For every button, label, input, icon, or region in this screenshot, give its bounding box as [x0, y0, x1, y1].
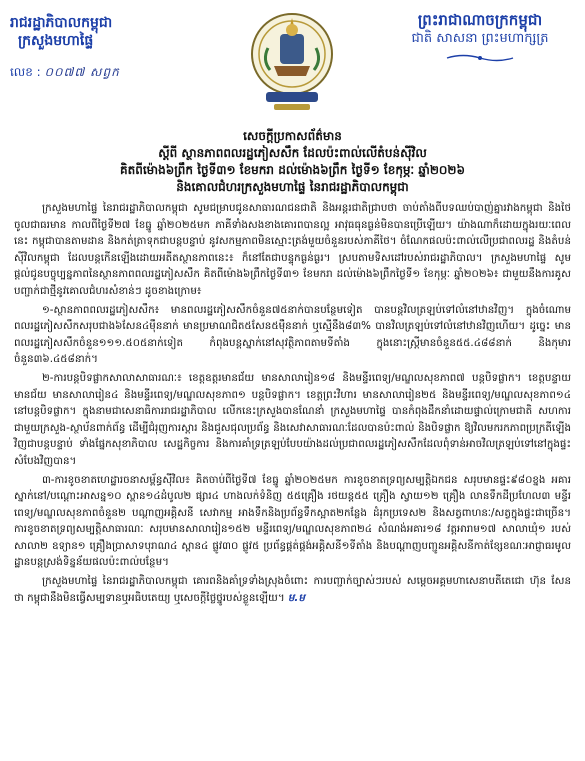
national-motto: ជាតិ សាសនា ព្រះមហាក្សត្រ — [411, 31, 549, 46]
paragraph-closures: ២-ការបន្តបិទផ្លាកសាលាសាធារណៈ៖ ខេត្តឧត្ដរមានជ័យ មានសាលារៀន១៨ និងមន្ទីរពេទ្យ/មណ្ឌលសុខភាព៧ បន្តបិទផ្លាក។ ខេត្តបន្ទាយមានជ័យ មានសាលារៀន៤ និងមន្ទីរពេទ្យ/មណ្ឌលសុខភាព១ បន្តបិទផ្លាក។ ខេត្តព្រះវិហារ មានសាលារៀន២៥ និងមន្ទីរពេទ្យ/មណ្ឌលសុខភាព១៤ នៅបន្តបិទផ្លាក។ ក្នុងនាមជាសេនាធិការរាជរដ្ឋាភិបាល លើកនេះក្រសួងបានណែនាំ ក្រសួងមហាផ្ទៃ បានកំពុងដឹកនាំដោយផ្ទាល់ក្រោមជាតិ សហការជាមួយក្រសួង-ស្ថាប័នពាក់ព័ន្ធ ដើម្បីជំរុញការស្ដារ និងជួសជុលប្រព័ន្ធ និងសេវាសាធារណៈដែលបានប៉ះពាល់ និងបិទផ្លាក ឱ្យវិលមករកភាពប្រក្រតីឡើងវិញជាបន្តបន្ទាប់ ទាំងផ្នែកសុខាភិបាល សេដ្ឋកិច្ចការ និងការគាំទ្រត្រឡប់បែបយ៉ាងដល់ប្រជាពលរដ្ឋភៀសសឹកដែលពុំទាន់អាចវិលត្រឡប់ទៅនៅក្នុងផ្ទះសំបែងវិញបាន។ — [14, 371, 571, 467]
title-line-1: សេចក្ដីប្រកាសព័ត៌មាន — [243, 129, 342, 143]
document-body — [14, 200, 571, 608]
kingdom-header — [385, 10, 575, 67]
reference-label: លេខ : — [10, 65, 41, 79]
document-title — [30, 128, 555, 196]
ministry-emblem-icon — [246, 4, 338, 120]
paragraph-position — [14, 573, 571, 606]
initials-signature: ម.ម — [287, 591, 305, 604]
title-line-4: និងគោលជំហរក្រសួងមហាផ្ទៃ នៃរាជរដ្ឋាភិបាលកម្ពុជា — [176, 180, 409, 194]
reference-number — [10, 64, 150, 80]
title-line-3: គិតពីម៉ោង៦ព្រឹក ថ្ងៃទី៣១ ខែមករា ដល់ម៉ោង៦ព្រឹក ថ្ងៃទី១ ខែកុម្ភៈ ឆ្នាំ២០២៦ — [120, 163, 465, 177]
kingdom-name: ព្រះរាជាណាចក្រកម្ពុជា — [417, 11, 543, 29]
paragraph-intro: ក្រសួងមហាផ្ទៃ នៃរាជរដ្ឋាភិបាលកម្ពុជា សូមជម្រាបជូនសាធារណជនជាតិ និងអន្តរជាតិជ្រាបថា ចាប់តាំងពីបទឈប់បាញ់គ្នារវាងកម្ពុជា និងថៃ ចូលជាធរមាន កាលពីថ្ងៃទី២៧ ខែធ្នូ ឆ្នាំ២០២៥មក ភាគីទាំងសងខាងគោរពបានល្អ អាវុធធុនធ្ងន់មិនបានប្រើឡើយ។ យ៉ាងណាក៏ដោយក្នុងរយៈពេលនេះ កម្ពុជាបានតាមដាន និងកត់ត្រាទុកជាបន្តបន្ទាប់ នូវសកម្មភាពមិនស្មោះត្រង់មួយចំនួនរបស់ភាគីថៃ។ ចំណែកផលប៉ះពាល់លើប្រជាពលរដ្ឋ និងតំបន់ស៊ីវិលកម្ពុជា ដែលបន្តកើនឡើងដោយអតីតស្ថានភាពនេះ៖ ក៏នៅតែជាបន្ទុកធ្ងន់ធ្ងរ។ ស្របតាមទិសដៅរបស់រាជរដ្ឋាភិបាល។ ក្រសួងមហាផ្ទៃ សូមផ្ដល់ជូនបច្ចុប្បន្នភាពនៃស្ថានភាពពលរដ្ឋភៀសសឹក គិតពីម៉ោង៦ព្រឹកថ្ងៃទី៣១ ខែមករា ដល់ម៉ោង៦ព្រឹកថ្ងៃទី១ ខែកុម្ភៈ ឆ្នាំ២០២៦៖ ជាមួយនឹងការគូសបញ្ជាក់ជាថ្មីនូវគោលជំហរសំខាន់ៗ ដូចខាងក្រោម៖ — [14, 202, 571, 297]
ornament-divider-icon — [445, 53, 515, 63]
paragraph-refugees: ១-ស្ថានភាពពលរដ្ឋភៀសសឹក៖ មានពលរដ្ឋភៀសសឹកចំនួន៧៥នាក់បានបន្ថែមទៀត បានបន្តវិលត្រឡប់ទៅលំនៅឋានវិញ។ ក្នុងចំណោមពលរដ្ឋភៀសសឹកសរុបជាង៦សែន៤ម៉ឺននាក់ មានប្រមាណជិត៥សែន៥ម៉ឺននាក់ ឬស្មើនឹង៨៣% បានវិលត្រឡប់ទៅលំនៅឋានវិញហើយ។ ដូច្នេះ មានពលរដ្ឋភៀសសឹកចំនួន១១១.៥០៥នាក់ទៀត កំពុងបន្តស្នាក់នៅសុវត្ថិភាពតាមទីតាំង ក្នុងនោះស្ត្រីមានចំនួន៥៥.៤៨៨នាក់ និងកុមារចំនួន៣៦.៤៥៨នាក់។ — [14, 303, 571, 366]
government-name: រាជរដ្ឋាភិបាលកម្ពុជា — [10, 15, 113, 31]
reference-value: ០០៧៧ សព្វក — [44, 65, 120, 79]
ministry-name: ក្រសួងមហាផ្ទៃ — [18, 33, 94, 49]
title-line-2: ស្ដីពី ស្ថានភាពពលរដ្ឋភៀសសឹក ដែលប៉ះពាល់លើតំបន់ស៊ីវិល — [158, 146, 427, 160]
position-text: ក្រសួងមហាផ្ទៃ នៃរាជរដ្ឋាភិបាលកម្ពុជា គោរពនិងគាំទ្រទាំងស្រុងចំពោះ ការបញ្ជាក់ច្បាស់ៗរបស់ សម្ដេចអគ្គមហាសេនាបតីតេជោ ហ៊ុន សែន ថា កម្ពុជានឹងមិនធ្វើសម្បទានឬអធិបតេយ្យ ឬសេចក្ដីថ្លៃថ្នូរបស់ខ្លួនឡើយ។ — [14, 575, 571, 604]
ministry-header — [10, 14, 150, 80]
paragraph-damage: ៣-ការខូចខាតហេដ្ឋារចនាសម្ព័ន្ធស៊ីវិល៖ គិតចាប់ពីថ្ងៃទី៧ ខែធ្នូ ឆ្នាំ២០២៥មក ការខូចខាតទ្រព្យសម្បត្តិឯកជន សរុបមានផ្ទះ៩៨០ខ្នង អគារស្នាក់នៅ/បណ្ដោះអាសន្ន១០ ស្ពាន១៤ដំបូល២ ផ្សារ៤ ហាងលក់ទំនិញ ៥៥គ្រឿង រថយន្ត៥៥ គ្រឿង ស្វាយ១២ គ្រឿង លានទឹកដីប្រហែល៣ មន្ទីរពេទ្យ/មណ្ឌលសុខភាពចំនួន២ បណ្ដាញអគ្គិសនី សេវាកម្ម អាងទឹកនិងប្រព័ន្ធទឹកស្អាត២កន្លែង ដំរុកប្រទេស២ និងសត្វពាហនៈ/សត្វក្នុងផ្ទះជាច្រើន។ ការខូចខាតទ្រព្យសម្បត្តិសាធារណៈ សរុបមានសាលារៀន១៥២ មន្ទីរពេទ្យ/មណ្ឌលសុខភាព២៤ សំណង់អគារ១៨ វត្តអារាម១៧ សាលាឃុំ១ របស់សាលា២ ឧទ្យាន១ គ្រឿងប្រាសាទបុរាណ៤ ស្ពាន៤ ផ្លូវ៣០ ផ្លូវ៥ ប្រព័ន្ធផ្គត់ផ្គង់អគ្គិសនី១ទីតាំង និងបណ្ដាញបញ្ជូនអគ្គិសនីកាត់ខ្សែខណៈអាជ្ញាធរមូលដ្ឋានបន្តស្រង់ទិន្នន័យផលប៉ះពាល់បន្ថែម។ — [14, 473, 571, 569]
